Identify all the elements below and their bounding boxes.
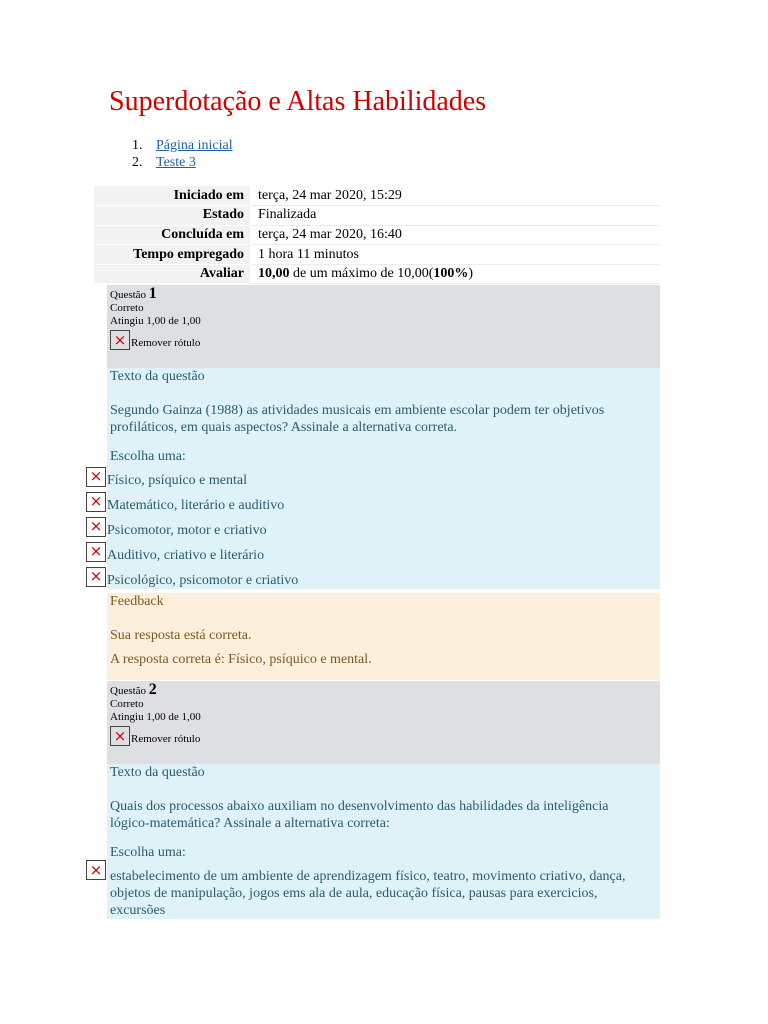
question-status: Correto [110,302,144,314]
feedback-correct-answer: A resposta correta é: Físico, psíquico e mental. [110,652,372,667]
question-number-line [110,681,660,698]
broken-image-icon: × [86,542,106,562]
question-2-info [107,681,660,764]
summary-label: Concluída em [94,225,250,245]
question-1-info [107,285,660,368]
grade-percent: 100% [433,266,469,282]
flag-question-button[interactable] [110,330,660,350]
broken-image-icon: × [110,330,130,350]
summary-value: Finalizada [250,206,660,226]
flag-label: Remover rótulo [131,337,201,349]
broken-image-icon: × [86,517,106,537]
grade-max-text: de um máximo de 10,00( [289,266,434,282]
summary-value: terça, 24 mar 2020, 16:40 [250,225,660,245]
breadcrumb-item-home [132,137,233,154]
answer-option-label: Psicomotor, motor e criativo [107,523,267,538]
feedback-heading: Feedback [110,594,164,609]
breadcrumb-number: 2. [132,155,143,170]
broken-image-icon: × [86,492,106,512]
summary-grade-value [250,264,660,284]
page-title: Superdotação e Altas Habilidades [109,86,487,117]
attempt-summary-table [94,186,660,284]
grade-value: 10,00 [258,266,290,282]
question-prefix: Questão [110,289,147,301]
grade-end: ) [468,266,474,282]
question-number: 2 [148,681,157,698]
broken-image-icon: × [86,860,106,880]
question-score: Atingiu 1,00 de 1,00 [110,315,201,327]
question-text-heading: Texto da questão [110,369,205,384]
question-status: Correto [110,698,144,710]
broken-image-icon: × [110,726,130,746]
summary-row-grade [94,264,660,284]
answer-option-label: Matemático, literário e auditivo [107,498,285,513]
breadcrumb-link-home[interactable]: Página inicial [156,138,233,153]
broken-image-icon: × [86,467,106,487]
feedback-result: Sua resposta está correta. [110,628,252,643]
question-1-feedback [107,593,660,680]
summary-row-time-taken [94,245,660,265]
question-text: Quais dos processos abaixo auxiliam no desenvolvimento das habilidades da inteligência lógico-matemática? Assinale a alternativa correta: [110,799,609,831]
question-score: Atingiu 1,00 de 1,00 [110,711,201,723]
question-text: Segundo Gainza (1988) as atividades musicais em ambiente escolar podem ter objetivos profiláticos, em quais aspectos? Assinale a alternativa correta. [110,403,605,435]
breadcrumb-item-test [132,154,233,171]
broken-image-icon: × [86,567,106,587]
flag-question-button[interactable] [110,726,660,746]
answer-option[interactable] [86,564,298,589]
choose-label: Escolha uma: [110,845,186,860]
answer-option-label: Físico, psíquico e mental [107,473,247,488]
breadcrumb-link-test[interactable]: Teste 3 [156,155,196,170]
flag-label: Remover rótulo [131,733,201,745]
answer-option-label: estabelecimento de um ambiente de aprendizagem físico, teatro, movimento criativo, dança, objetos de manipulação, jogos ems ala de aula, educação física, pausas para exercicios, excursões [110,869,626,918]
answer-option[interactable] [86,464,247,489]
summary-row-state [94,206,660,226]
answer-option-label: Psicológico, psicomotor e criativo [107,573,299,588]
question-number: 1 [148,285,157,302]
answer-option-label: Auditivo, criativo e literário [107,548,265,563]
summary-value: terça, 24 mar 2020, 15:29 [250,186,660,206]
summary-label: Iniciado em [94,186,250,206]
summary-label: Estado [94,206,250,226]
answer-option[interactable] [86,514,267,539]
summary-label: Tempo empregado [94,245,250,265]
summary-value: 1 hora 11 minutos [250,245,660,265]
answer-option[interactable] [86,860,660,919]
breadcrumb [132,137,233,171]
answer-option[interactable] [86,489,284,514]
question-prefix: Questão [110,685,147,697]
choose-label: Escolha uma: [110,449,186,464]
breadcrumb-number: 1. [132,138,143,153]
question-number-line [110,285,660,302]
summary-row-started [94,186,660,206]
question-text-heading: Texto da questão [110,765,205,780]
answer-option[interactable] [86,539,264,564]
summary-row-completed [94,225,660,245]
summary-label: Avaliar [94,264,250,284]
